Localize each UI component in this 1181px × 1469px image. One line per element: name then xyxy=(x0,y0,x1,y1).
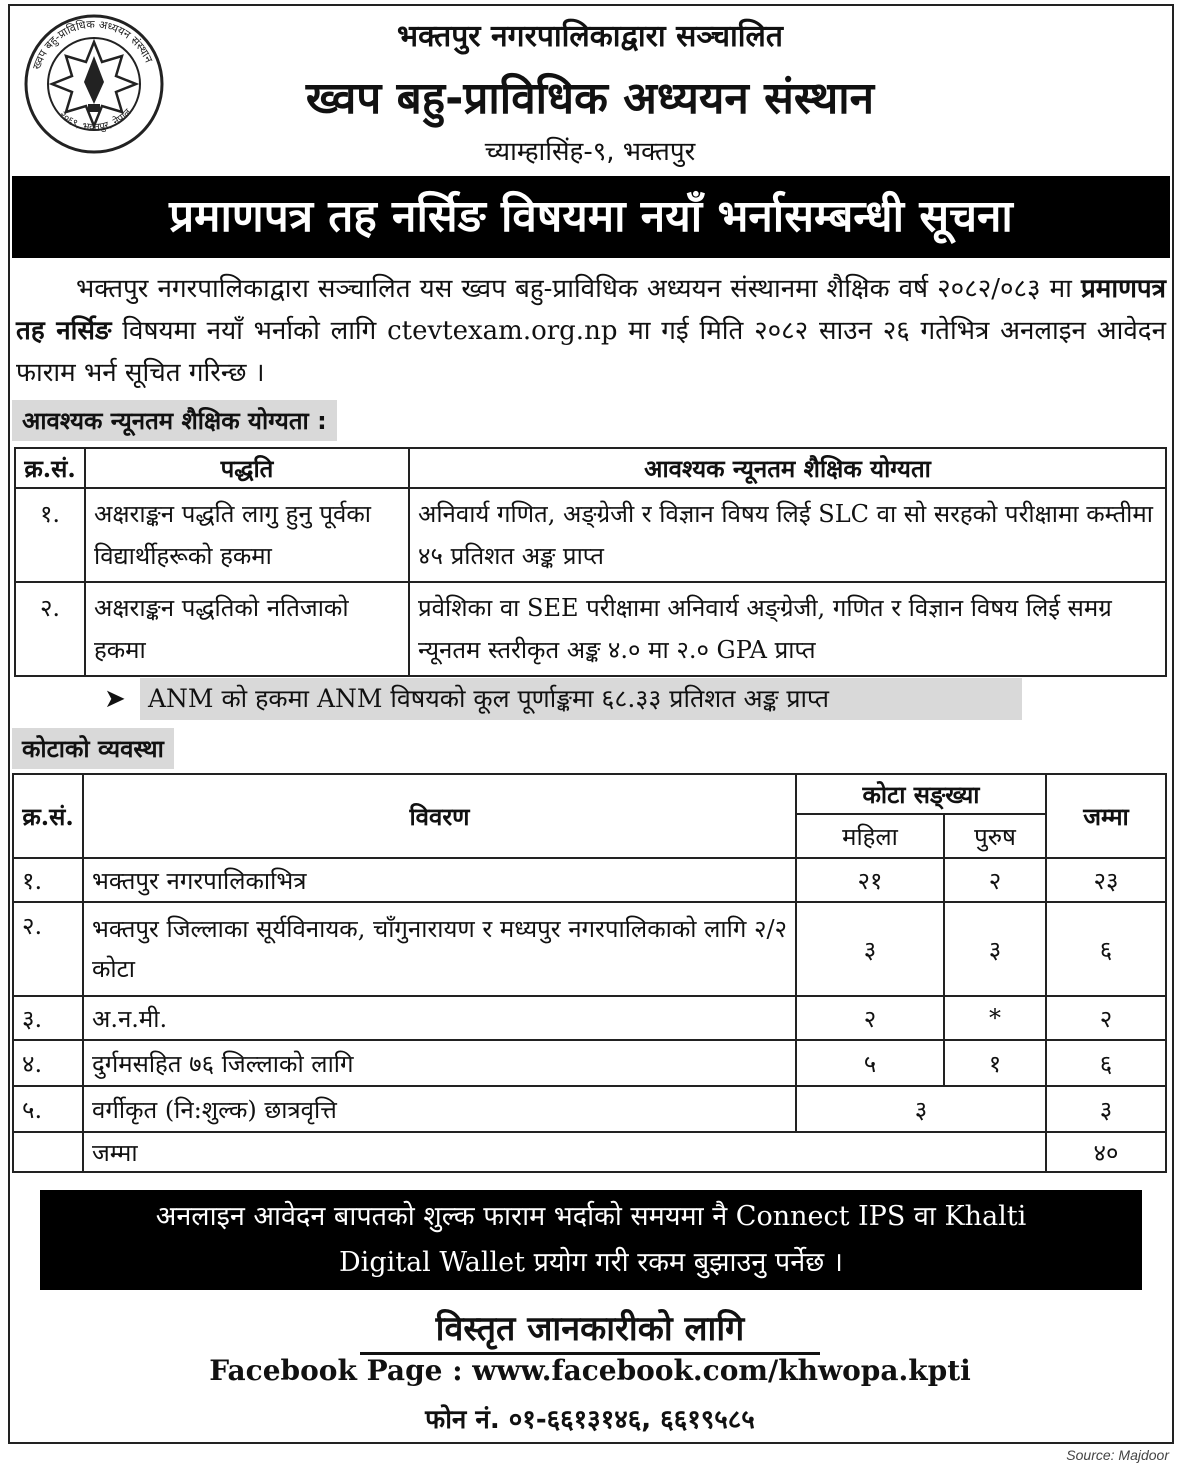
svg-text:२०६९, भक्तपुर, नेपाल: २०६९, भक्तपुर, नेपाल xyxy=(56,107,134,134)
cell-female: २१ xyxy=(796,858,944,902)
col-female: महिला xyxy=(796,814,944,858)
source-credit: Source: Majdoor xyxy=(1066,1447,1169,1463)
table-header-row xyxy=(15,448,1166,488)
intro-bold: प्रमाणपत्र तह नर्सिङ xyxy=(16,274,1166,346)
cell-total: ६ xyxy=(1046,1040,1166,1086)
cell-male: * xyxy=(944,996,1046,1040)
institute-logo xyxy=(22,12,166,156)
arrow-icon: ➤ xyxy=(104,684,126,714)
cell-description: भक्तपुर जिल्लाका सूर्यविनायक, चाँगुनारायण र मध्यपुर नगरपालिकाको लागि २/२ कोटा xyxy=(83,902,796,996)
table-row xyxy=(13,1040,1166,1086)
svg-text:ख्वप बहु-प्राविधिक अध्ययन संस्: ख्वप बहु-प्राविधिक अध्ययन संस्थान xyxy=(30,17,156,72)
table-row xyxy=(15,582,1166,676)
cell-method: अक्षराङ्कन पद्धतिको नतिजाको हकमा xyxy=(85,582,409,676)
qualification-label: आवश्यक न्यूनतम शैक्षिक योग्यता : xyxy=(12,400,337,441)
intro-text-1: भक्तपुर नगरपालिकाद्वारा सञ्चालित यस ख्वप बहु-प्राविधिक अध्ययन संस्थानमा शैक्षिक वर्ष २०८२/०८३ मा xyxy=(76,274,1072,304)
organization-name: ख्वप बहु-प्राविधिक अध्ययन संस्थान xyxy=(305,73,875,124)
phone-numbers: फोन नं. ०१-६६१३१४६, ६६१९५८५ xyxy=(425,1405,755,1435)
cell-total: २ xyxy=(1046,996,1166,1040)
cell-total: २३ xyxy=(1046,858,1166,902)
col-total: जम्मा xyxy=(1046,774,1166,858)
cell-description: भक्तपुर नगरपालिकाभित्र xyxy=(83,858,796,902)
table-row xyxy=(13,858,1166,902)
cell-sn: ३. xyxy=(13,996,83,1040)
cell-total: ६ xyxy=(1046,902,1166,996)
cell-sn: २. xyxy=(13,902,83,996)
cell-sn: १. xyxy=(15,488,85,582)
facebook-page: Facebook Page : www.facebook.com/khwopa.kpti xyxy=(209,1354,971,1387)
cell-total: ३ xyxy=(1046,1086,1166,1132)
cell-method: अक्षराङ्कन पद्धति लागु हुनु पूर्वका विद्यार्थीहरूको हकमा xyxy=(85,488,409,582)
table-row xyxy=(13,996,1166,1040)
grand-total-label: जम्मा xyxy=(83,1132,1046,1172)
cell-description: दुर्गमसहित ७६ जिल्लाको लागि xyxy=(83,1040,796,1086)
cell-male: २ xyxy=(944,858,1046,902)
cell-female: ५ xyxy=(796,1040,944,1086)
cell-combined-quota: ३ xyxy=(796,1086,1046,1132)
col-sn: क्र.सं. xyxy=(15,448,85,488)
col-male: पुरुष xyxy=(944,814,1046,858)
col-quota: कोटा सङ्ख्या xyxy=(796,774,1046,814)
qualification-table xyxy=(14,447,1167,677)
col-method: पद्धति xyxy=(85,448,409,488)
organization-parent: भक्तपुर नगरपालिकाद्वारा सञ्चालित xyxy=(397,19,783,54)
cell-description: अ.न.मी. xyxy=(83,996,796,1040)
payment-notice xyxy=(40,1190,1142,1290)
intro-paragraph xyxy=(16,268,1166,394)
cell-sn: १. xyxy=(13,858,83,902)
cell-sn-empty xyxy=(13,1132,83,1172)
cell-female: २ xyxy=(796,996,944,1040)
payment-line-1: अनलाइन आवेदन बापतको शुल्क फाराम भर्दाको समयमा नै Connect IPS वा Khalti xyxy=(155,1201,1027,1232)
anm-note-text: ANM को हकमा ANM विषयको कूल पूर्णाङ्कमा ६८.३३ प्रतिशत अङ्क प्राप्त xyxy=(140,678,1022,720)
quota-label: कोटाको व्यवस्था xyxy=(12,728,174,769)
notice-title: प्रमाणपत्र तह नर्सिङ विषयमा नयाँ भर्नासम्बन्धी सूचना xyxy=(12,176,1170,258)
col-requirement: आवश्यक न्यूनतम शैक्षिक योग्यता xyxy=(409,448,1166,488)
grand-total-value: ४० xyxy=(1046,1132,1166,1172)
cell-female: ३ xyxy=(796,902,944,996)
cell-description: वर्गीकृत (नि:शुल्क) छात्रवृत्ति xyxy=(83,1086,796,1132)
col-sn: क्र.सं. xyxy=(13,774,83,858)
cell-male: ३ xyxy=(944,902,1046,996)
organization-address: च्याम्हासिंह-९, भक्तपुर xyxy=(484,137,696,167)
table-total-row xyxy=(13,1132,1166,1172)
cell-sn: ५. xyxy=(13,1086,83,1132)
more-info-title: विस्तृत जानकारीको लागि xyxy=(360,1304,820,1355)
table-row xyxy=(13,902,1166,996)
payment-line-2: Digital Wallet प्रयोग गरी रकम बुझाउनु पर्नेछ । xyxy=(339,1247,843,1278)
table-row xyxy=(13,1086,1166,1132)
cell-sn: २. xyxy=(15,582,85,676)
table-header-row xyxy=(13,774,1166,814)
quota-table xyxy=(12,773,1167,1173)
cell-sn: ४. xyxy=(13,1040,83,1086)
cell-requirement: अनिवार्य गणित, अङ्ग्रेजी र विज्ञान विषय लिई SLC वा सो सरहको परीक्षामा कम्तीमा ४५ प्रतिशत अङ्क प्राप्त xyxy=(409,488,1166,582)
table-row xyxy=(15,488,1166,582)
anm-note xyxy=(104,678,1024,720)
intro-text-2: विषयमा नयाँ भर्नाको लागि ctevtexam.org.np मा गई मिति २०८२ साउन २६ गतेभित्र अनलाइन आवेदन फाराम भर्न सूचित गरिन्छ । xyxy=(16,316,1167,388)
cell-requirement: प्रवेशिका वा SEE परीक्षामा अनिवार्य अङ्ग्रेजी, गणित र विज्ञान विषय लिई समग्र न्यूनतम स्तरीकृत अङ्क ४.० मा २.० GPA प्राप्त xyxy=(409,582,1166,676)
col-description: विवरण xyxy=(83,774,796,858)
cell-male: १ xyxy=(944,1040,1046,1086)
